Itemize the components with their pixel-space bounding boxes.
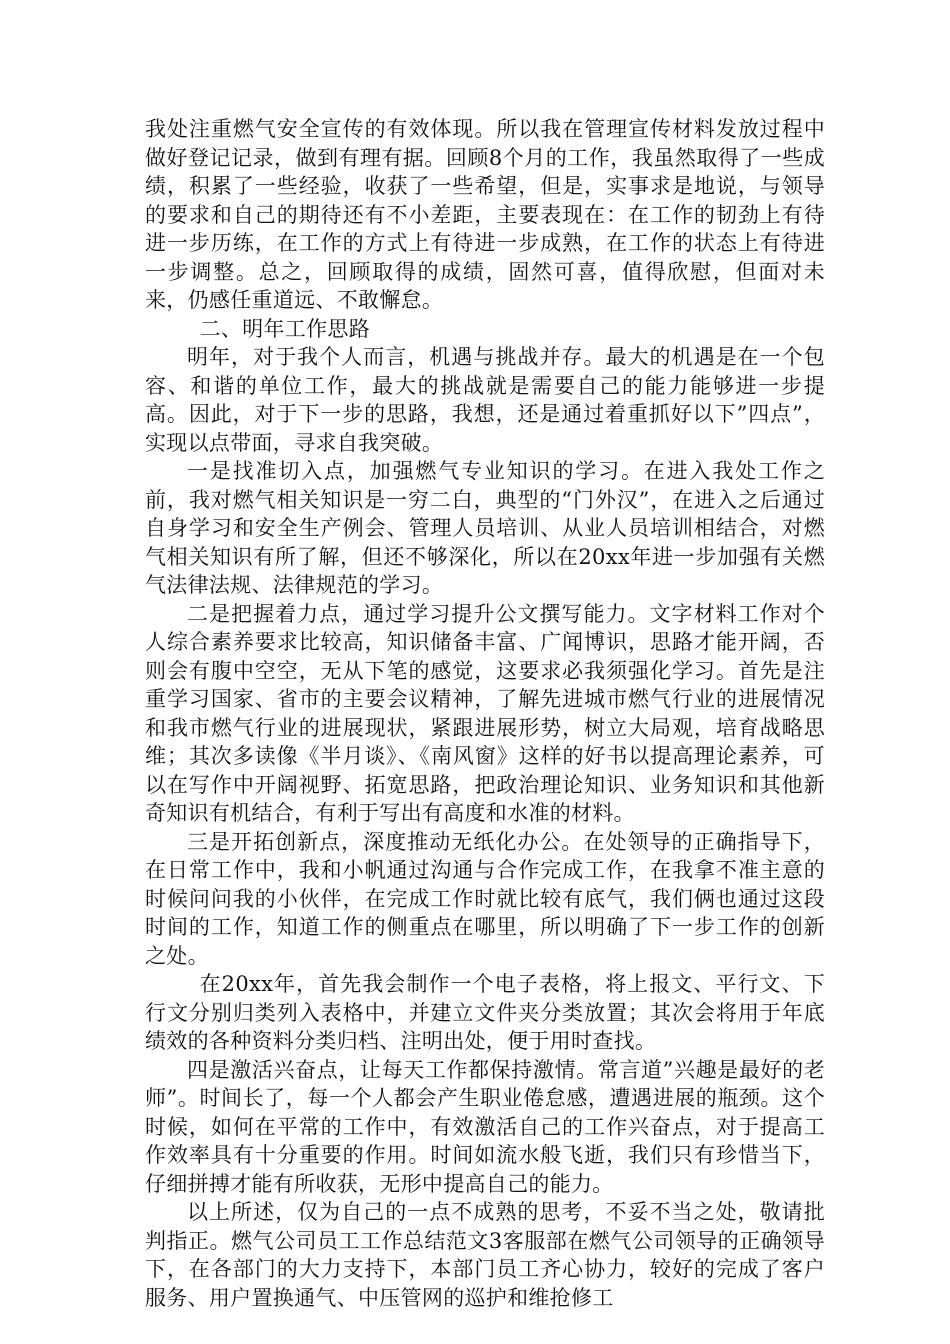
paragraph-electronic-table-plan: 在20xx年，首先我会制作一个电子表格，将上报文、平行文、下行文分别归类列入表格中，并建立文件夹分类放置；其次会将用于年底绩效的各种资料分类归档、注明出处，便于用时查找。 [145,972,825,1053]
paragraph-closing-and-next-article: 以上所述，仅为自己的一点不成熟的思考，不妥不当之处，敬请批判指正。燃气公司员工工作总结范文3客服部在燃气公司领导的正确领导下，在各部门的大力支持下，本部门员工齐心协力，较好的完成了客户服务、用户置换通气、中压管网的巡护和维抢修工 [145,1200,825,1310]
document-page [145,115,825,1312]
paragraph-opportunity-challenge: 明年，对于我个人而言，机遇与挑战并存。最大的机遇是在一个包容、和谐的单位工作，最大的挑战就是需要自己的能力能够进一步提高。因此，对于下一步的思路，我想，还是通过着重抓好以下”四点”，实现以点带面，寻求自我突破。 [145,345,825,455]
paragraph-point-three: 三是开拓创新点，深度推动无纸化办公。在处领导的正确指导下，在日常工作中，我和小帆通过沟通与合作完成工作，在我拿不准主意的时候问问我的小伙伴，在完成工作时就比较有底气，我们俩也通过这段时间的工作，知道工作的侧重点在哪里，所以明确了下一步工作的创新之处。 [145,829,825,968]
section-heading-next-year-plan: 二、明年工作思路 [199,316,370,341]
paragraph-point-four: 四是激活兴奋点，让每天工作都保持激情。常言道”兴趣是最好的老师”。时间长了，每一个人都会产生职业倦怠感，遭遇进展的瓶颈。这个时候，如何在平常的工作中，有效激活自己的工作兴奋点，对于提高工作效率具有十分重要的作用。时间如流水般飞逝，我们只有珍惜当下，仔细拼搏才能有所收获，无形中提高自己的能力。 [145,1057,825,1196]
paragraph-point-two: 二是把握着力点，通过学习提升公文撰写能力。文字材料工作对个人综合素养要求比较高，知识储备丰富、广闻博识，思路才能开阔，否则会有腹中空空，无从下笔的感觉，这要求必我须强化学习。首先是注重学习国家、省市的主要会议精神，了解先进城市燃气行业的进展情况和我市燃气行业的进展现状，紧跟进展形势，树立大局观，培育战略思维；其次多读像《半月谈》、《南风窗》这样的好书以提高理论素养，可以在写作中开阔视野、拓宽思路，把政治理论知识、业务知识和其他新奇知识有机结合，有利于写出有高度和水准的材料。 [145,601,825,825]
paragraph-review-summary: 我处注重燃气安全宣传的有效体现。所以我在管理宣传材料发放过程中做好登记记录，做到有理有据。回顾8个月的工作，我虽然取得了一些成绩，积累了一些经验，收获了一些希望，但是，实事求是地说，与领导的要求和自己的期待还有不小差距，主要表现在：在工作的韧劲上有待进一步历练，在工作的方式上有待进一步成熟，在工作的状态上有待进一步调整。总之，回顾取得的成绩，固然可喜，值得欣慰，但面对未来，仍感任重道远、不敢懈怠。 [145,117,825,312]
paragraph-point-one: 一是找准切入点，加强燃气专业知识的学习。在进入我处工作之前，我对燃气相关知识是一穷二白，典型的“门外汉”，在进入之后通过自身学习和安全生产例会、管理人员培训、从业人员培训相结合，对燃气相关知识有所了解，但还不够深化，所以在20xx年进一步加强有关燃气法律法规、法律规范的学习。 [145,459,825,597]
